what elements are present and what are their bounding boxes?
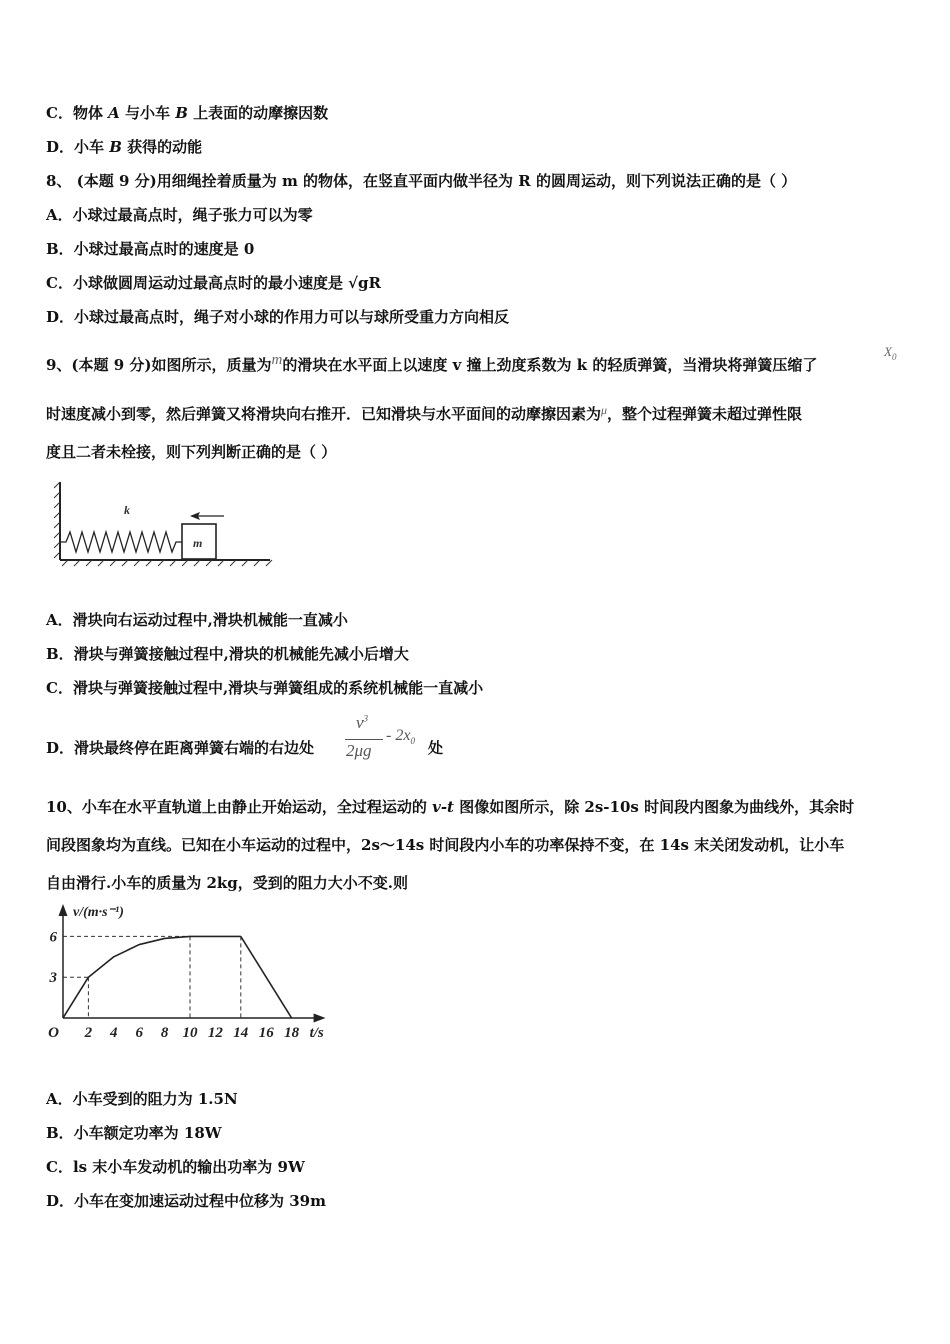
text: 处 <box>428 739 444 757</box>
q7-option-d <box>46 136 202 157</box>
vt-symbol: v-t <box>432 798 454 816</box>
text: 10、小车在水平直轨道上由静止开始运动，全过程运动的 <box>46 798 433 816</box>
origin-label: O <box>48 1025 59 1041</box>
x-tick-label: 18 <box>284 1025 300 1041</box>
mu-symbol: μ <box>601 403 608 417</box>
series-segment-decelerate <box>241 936 292 1018</box>
q9-stem-line3: 度且二者未栓接，则下列判断正确的是（ ） <box>46 443 337 461</box>
spring-block-figure <box>52 478 274 570</box>
x-tick-label: 4 <box>110 1025 118 1041</box>
chart-labels <box>48 905 324 1041</box>
x-tick-label: 14 <box>233 1025 249 1041</box>
q8-option-b: B．小球过最高点时的速度是 0 <box>46 240 255 258</box>
x-tick-label: 2 <box>84 1025 93 1041</box>
q9-stem-line1 <box>46 354 817 375</box>
q8-option-a: A．小球过最高点时，绳子张力可以为零 <box>46 206 313 224</box>
x-letter: X <box>884 344 892 359</box>
series-curve-variable-accel <box>88 936 190 977</box>
subscript: 0 <box>891 352 897 362</box>
q10-option-d: D．小车在变加速运动过程中位移为 39m <box>46 1192 326 1210</box>
spring <box>60 532 182 552</box>
q9-option-a: A．滑块向右运动过程中,滑块机械能一直减小 <box>46 611 348 629</box>
chart-series <box>63 936 292 1018</box>
q10-stem-line1 <box>46 796 854 817</box>
text: 时速度减小到零，然后弹簧又将滑块向右推开．已知滑块与水平面间的动摩擦因素为 <box>46 405 602 423</box>
q10-option-c: C．ls 末小车发动机的输出功率为 9W <box>46 1158 305 1176</box>
q10-option-a: A．小车受到的阻力为 1.5N <box>46 1090 238 1108</box>
q8-option-d: D．小球过最高点时，绳子对小球的作用力可以与球所受重力方向相反 <box>46 308 510 326</box>
x-tick-label: 6 <box>135 1025 143 1041</box>
mass-symbol: m <box>271 352 283 368</box>
x-tick-label: 8 <box>160 1025 169 1041</box>
var-b: B <box>175 104 188 122</box>
superscript: 3 <box>363 713 369 724</box>
text: 获得的动能 <box>121 138 203 156</box>
vt-chart <box>46 900 346 1048</box>
x-axis-label: t/s <box>309 1025 324 1041</box>
v-letter: v <box>356 713 364 732</box>
text: 的滑块在水平面上以速度 v 撞上劲度系数为 k 的轻质弹簧，当滑块将弹簧压缩了 <box>282 356 818 374</box>
fraction-denominator: 2μg <box>346 741 372 760</box>
spring-k-label: k <box>124 503 130 517</box>
var-a: A <box>108 104 120 122</box>
fraction-numerator <box>356 713 368 733</box>
q10-option-b: B．小车额定功率为 18W <box>46 1124 222 1142</box>
x-tick-label: 16 <box>258 1025 274 1041</box>
q9-stem-line2 <box>46 403 802 424</box>
text: C．物体 <box>46 104 109 122</box>
y-axis-label: v/(m·s⁻¹) <box>73 905 124 920</box>
text: 9、(本题 9 分)如图所示，质量为 <box>46 356 272 374</box>
fraction-bar <box>345 739 383 740</box>
x-tick-label: 10 <box>182 1025 198 1041</box>
text: 上表面的动摩擦因数 <box>187 104 329 122</box>
subscript: 0 <box>410 736 415 747</box>
q10-stem-line2: 间段图象均为直线。已知在小车运动的过程中，2s～14s 时间段内小车的功率保持不变，在 14s 末关闭发动机，让小车 <box>46 836 845 854</box>
q9-option-b: B．滑块与弹簧接触过程中,滑块的机械能先减小后增大 <box>46 645 409 663</box>
q7-option-c <box>46 102 328 123</box>
q9-option-d-prefix: D．滑块最终停在距离弹簧右端的右边处 <box>46 739 315 757</box>
q9-option-c: C．滑块与弹簧接触过程中,滑块与弹簧组成的系统机械能一直减小 <box>46 679 484 697</box>
q8-option-c: C．小球做圆周运动过最高点时的最小速度是 √gR <box>46 274 381 292</box>
text: 与小车 <box>119 104 176 122</box>
q8-stem: 8、 (本题 9 分)用细绳拴着质量为 m 的物体，在竖直平面内做半径为 R 的圆周运动，则下列说法正确的是（ ） <box>46 172 797 190</box>
q10-stem-line3: 自由滑行.小车的质量为 2kg，受到的阻力大小不变.则 <box>46 874 408 892</box>
var-b: B <box>109 138 122 156</box>
text: D．小车 <box>46 138 110 156</box>
text: - 2x <box>386 727 411 744</box>
minus-2x0 <box>386 727 415 746</box>
x0-symbol <box>884 344 896 362</box>
y-tick-label: 6 <box>49 929 57 946</box>
text: ，整个过程弹簧未超过弹性限 <box>607 405 803 423</box>
series-segment-accelerate <box>63 977 88 1018</box>
block-m-label: m <box>193 536 203 550</box>
x-tick-label: 12 <box>207 1025 223 1041</box>
text: 图像如图所示，除 2s-10s 时间段内图象为曲线外，其余时 <box>453 798 855 816</box>
y-tick-label: 3 <box>49 970 57 987</box>
